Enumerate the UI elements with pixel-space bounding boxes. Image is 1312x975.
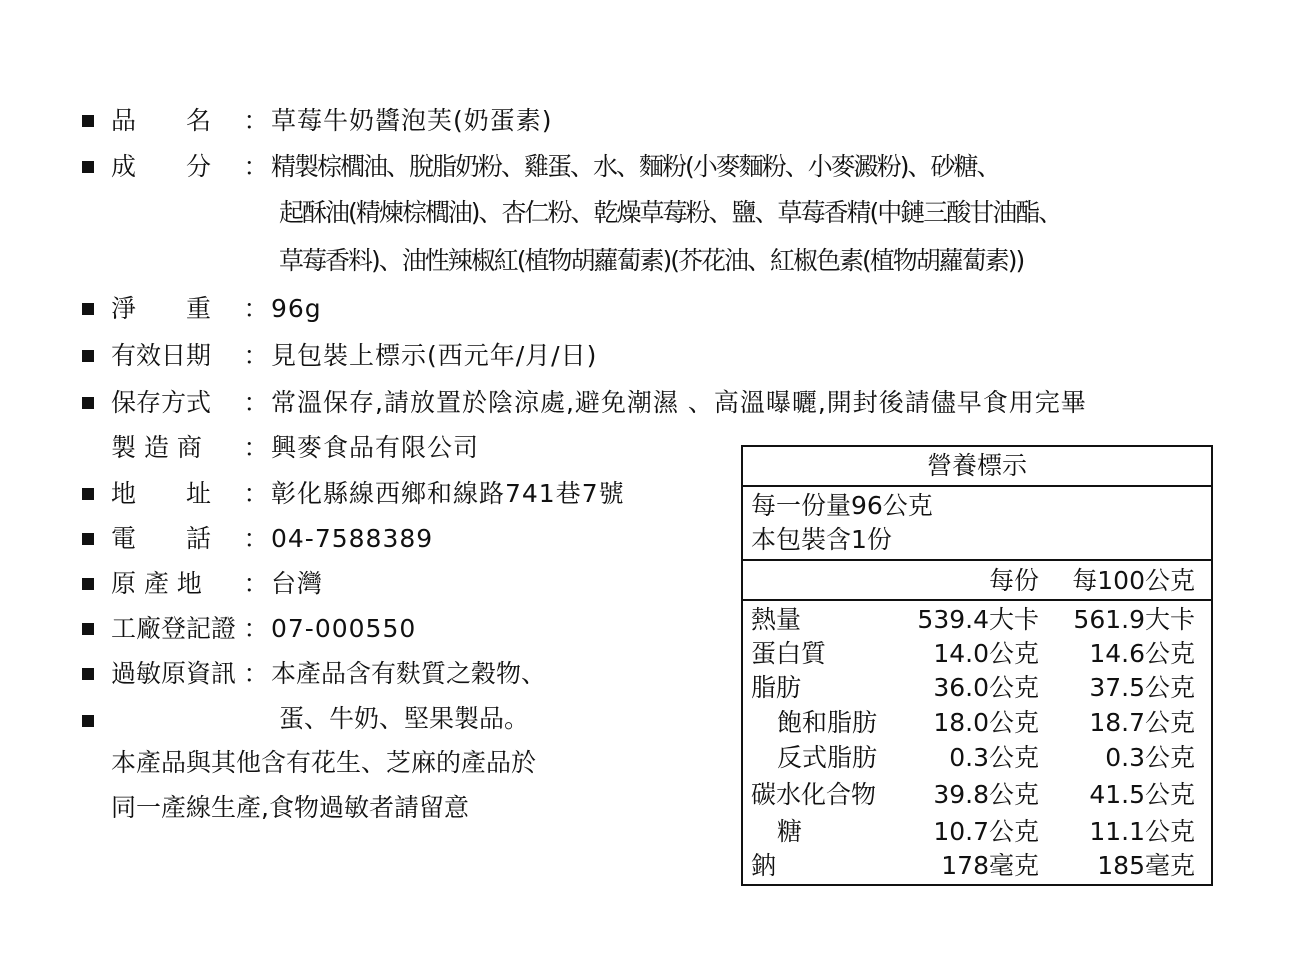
expiry-label: 有效日期: [111, 341, 212, 370]
colon: ：: [243, 614, 269, 643]
allergen-line: [111, 657, 546, 691]
col-per-100g: 每100公克: [1072, 566, 1195, 595]
address-label: 地 址: [111, 479, 212, 508]
allergen-note-line-2: 同一產線生產,食物過敏者請留意: [111, 793, 469, 822]
nutrient-per-100g: 185毫克: [1097, 851, 1195, 880]
nutrient-name: 脂肪: [751, 673, 802, 702]
product-name-label: 品 名: [111, 106, 212, 135]
colon: ：: [243, 388, 269, 417]
bullet-icon: [82, 397, 94, 409]
bullet-icon: [82, 115, 94, 127]
colon: ：: [243, 152, 269, 181]
col-per-serving: 每份: [988, 566, 1039, 595]
nutrition-row: [743, 637, 1211, 671]
nutrition-row: [743, 706, 1211, 740]
nutrient-per-serving: 0.3公克: [949, 743, 1039, 772]
net-weight-value: 96g: [271, 294, 322, 323]
nutrient-per-serving: 36.0公克: [933, 673, 1039, 702]
colon: ：: [243, 433, 269, 462]
colon: ：: [243, 479, 269, 508]
origin-label: 原 產 地: [111, 569, 202, 598]
product-name-line: [111, 104, 553, 138]
nutrient-per-serving: 178毫克: [941, 851, 1039, 880]
colon: ：: [243, 294, 269, 323]
nutrient-name: 蛋白質: [751, 639, 827, 668]
nutrient-per-100g: 561.9大卡: [1073, 605, 1195, 634]
ingredients-line-2: 起酥油(精煉棕櫚油)、杏仁粉、乾燥草莓粉、鹽、草莓香精(中鏈三酸甘油酯、: [279, 198, 1062, 227]
colon: ：: [243, 569, 269, 598]
allergen-line-2: 蛋、牛奶、堅果製品。: [279, 704, 530, 733]
ingredients-line: [111, 150, 1000, 184]
bullet-icon: [82, 623, 94, 635]
nutrition-row: [743, 671, 1211, 705]
storage-line: [111, 386, 1087, 420]
storage-label: 保存方式: [111, 388, 212, 417]
nutrition-row: [743, 778, 1211, 812]
bullet-icon: [82, 578, 94, 590]
bullet-icon: [82, 161, 94, 173]
colon: ：: [243, 341, 269, 370]
nutrient-name: 碳水化合物: [751, 780, 877, 809]
nutrition-header-row: [743, 561, 1211, 601]
colon: ：: [243, 659, 269, 688]
nutrition-serving-box: [743, 485, 1211, 561]
storage-value: 常溫保存,請放置於陰涼處,避免潮濕 、高溫曝曬,開封後請儘早食用完畢: [271, 388, 1087, 417]
nutrition-title: 營養標示: [743, 447, 1211, 487]
factory-reg-label: 工廠登記證: [111, 614, 237, 643]
origin-line: [111, 567, 323, 601]
nutrition-row: [743, 815, 1211, 849]
ingredients-line-3: 草莓香料)、油性辣椒紅(植物胡蘿蔔素)(芥花油、紅椒色素(植物胡蘿蔔素)): [279, 246, 1024, 275]
bullet-icon: [82, 715, 94, 727]
phone-value: 04-7588389: [271, 524, 434, 553]
net-weight-line: [111, 292, 322, 326]
bullet-icon: [82, 533, 94, 545]
nutrition-row: [743, 603, 1211, 637]
servings-per-package: 本包裝含1份: [751, 525, 892, 554]
allergen-line-1: 本產品含有麩質之穀物、: [271, 659, 547, 688]
net-weight-label: 淨 重: [111, 294, 212, 323]
nutrient-name: 鈉: [751, 851, 777, 880]
nutrient-per-serving: 10.7公克: [933, 817, 1039, 846]
nutrient-per-serving: 14.0公克: [933, 639, 1039, 668]
colon: ：: [243, 106, 269, 135]
nutrient-per-100g: 0.3公克: [1105, 743, 1195, 772]
phone-label: 電 話: [111, 524, 212, 553]
address-value: 彰化縣線西鄉和線路741巷7號: [271, 479, 625, 508]
factory-reg-line: [111, 612, 416, 646]
product-name-value: 草莓牛奶醬泡芙(奶蛋素): [271, 106, 553, 135]
origin-value: 台灣: [271, 569, 324, 598]
nutrient-name: 糖: [777, 817, 803, 846]
serving-size: 每一份量96公克: [751, 491, 933, 520]
nutrient-per-100g: 37.5公克: [1089, 673, 1195, 702]
nutrition-table: [741, 445, 1213, 886]
nutrition-row: [743, 741, 1211, 775]
nutrient-per-100g: 41.5公克: [1089, 780, 1195, 809]
nutrient-per-serving: 39.8公克: [933, 780, 1039, 809]
ingredients-line-1: 精製棕櫚油、脫脂奶粉、雞蛋、水、麵粉(小麥麵粉、小麥澱粉)、砂糖、: [271, 152, 1000, 181]
bullet-icon: [82, 303, 94, 315]
nutrient-name: 熱量: [751, 605, 802, 634]
address-line: [111, 477, 625, 511]
expiry-value: 見包裝上標示(西元年/月/日): [271, 341, 598, 370]
manufacturer-label: 製 造 商: [111, 433, 202, 462]
allergen-note-line-1: 本產品與其他含有花生、芝麻的產品於: [111, 748, 537, 777]
factory-reg-value: 07-000550: [271, 614, 417, 643]
manufacturer-value: 興麥食品有限公司: [271, 433, 480, 462]
phone-line: [111, 522, 433, 556]
nutrient-name: 飽和脂肪: [777, 708, 878, 737]
nutrient-per-serving: 539.4大卡: [917, 605, 1039, 634]
nutrient-per-serving: 18.0公克: [933, 708, 1039, 737]
nutrient-per-100g: 11.1公克: [1089, 817, 1195, 846]
bullet-icon: [82, 350, 94, 362]
allergen-label: 過敏原資訊: [111, 659, 237, 688]
nutrient-per-100g: 14.6公克: [1089, 639, 1195, 668]
nutrition-row: [743, 849, 1211, 883]
bullet-icon: [82, 668, 94, 680]
expiry-line: [111, 339, 597, 373]
manufacturer-line: [111, 431, 479, 465]
ingredients-label: 成 分: [111, 152, 212, 181]
bullet-icon: [82, 488, 94, 500]
nutrient-per-100g: 18.7公克: [1089, 708, 1195, 737]
colon: ：: [243, 524, 269, 553]
nutrient-name: 反式脂肪: [777, 743, 878, 772]
